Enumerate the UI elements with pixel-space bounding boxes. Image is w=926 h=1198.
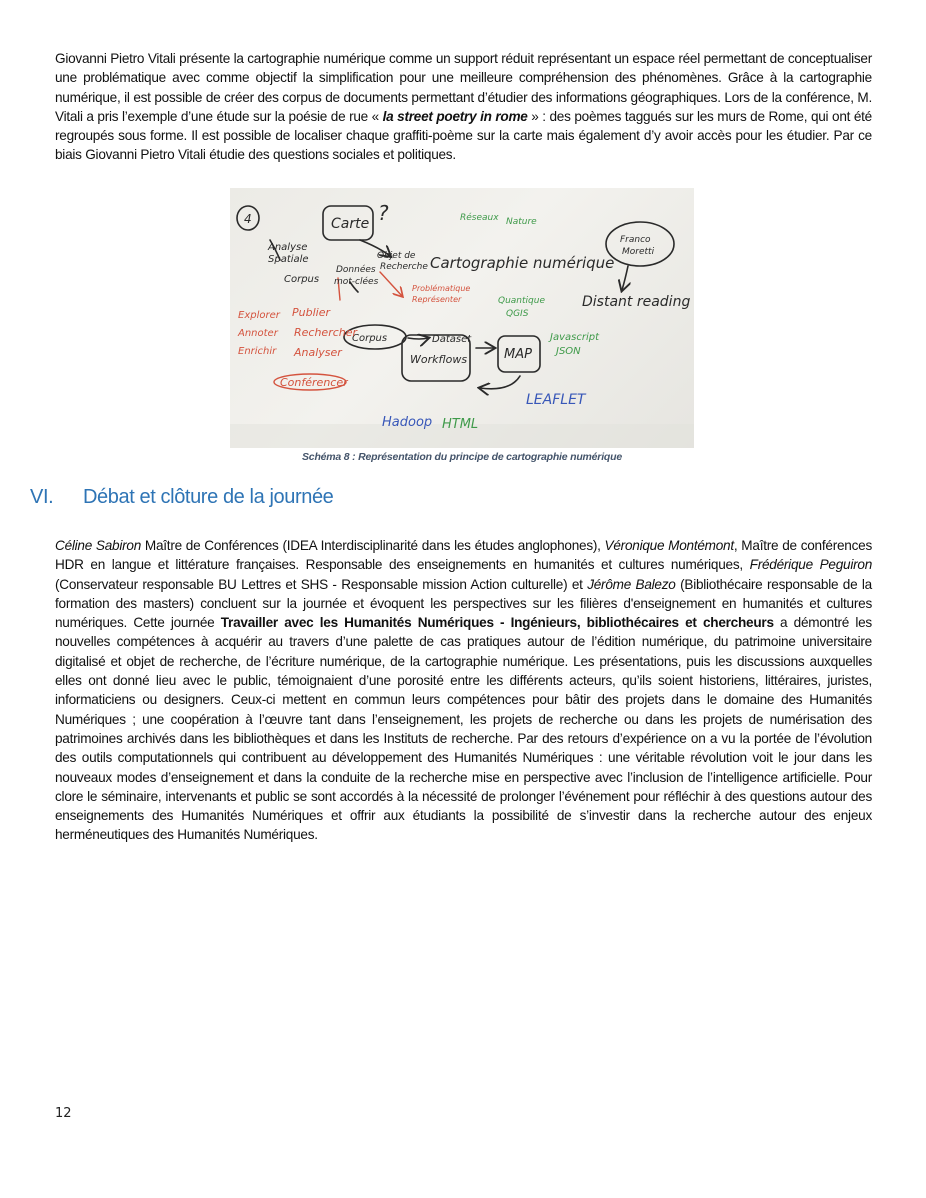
board-objet: Objet de (377, 251, 416, 261)
board-qgis: QGIS (506, 309, 529, 319)
whiteboard-photo (230, 188, 694, 448)
board-problematique: Problématique (412, 284, 471, 293)
board-leaflet: LEAFLET (526, 392, 586, 408)
board-moretti: Moretti (622, 247, 655, 257)
board-spatiale: Spatiale (268, 254, 309, 265)
board-reseau: Réseaux (460, 213, 499, 223)
section-heading (30, 486, 333, 509)
paragraph-text: (Bibliothécaire responsable de la formation des masters) concluent sur la journée et évoquent les perspectives sur les filières d'enseignement en humanités et cultures numériques. Cette journée (55, 576, 872, 631)
section-number: VI. (30, 486, 54, 508)
board-cartographie: Cartographie numérique (430, 254, 615, 272)
page-number: 12 (55, 1106, 72, 1121)
board-annoter: Annoter (238, 328, 278, 339)
section-title: Débat et clôture de la journée (83, 486, 334, 508)
board-recherche: Recherche (380, 262, 428, 272)
board-motclees: mot-clées (334, 277, 379, 287)
board-explorer: Explorer (238, 310, 280, 321)
paragraph-text: Maître de Conférences (IDEA Interdisciplinarité dans les études anglophones), (141, 538, 605, 553)
board-franco: Franco (620, 235, 651, 245)
paragraph-text: , Maître de conférences HDR en langue et littérature françaises. Responsable des enseignements en humanités et cultures numériques, (55, 538, 872, 573)
paragraph-vitali (55, 49, 872, 165)
event-title: Travailler avec les Humanités Numériques - Ingénieurs, bibliothécaires et chercheurs (220, 615, 774, 631)
board-analyse: Analyse (268, 242, 308, 253)
board-number: 4 (244, 212, 252, 226)
paragraph-closing (55, 536, 872, 845)
board-question: ? (378, 201, 389, 225)
board-conference: Conférencer (280, 376, 348, 389)
board-donnees: Données (336, 265, 376, 275)
board-rechercher: Rechercher (294, 326, 358, 339)
board-publier: Publier (292, 306, 330, 319)
board-map: MAP (504, 347, 532, 362)
board-json: JSON (556, 346, 581, 357)
person-name: Véronique Montémont (604, 538, 734, 553)
board-analyser: Analyser (294, 346, 342, 359)
board-workflows: Workflows (410, 353, 468, 366)
person-name: Frédérique Peguiron (749, 557, 873, 573)
person-name: Céline Sabiron (55, 538, 142, 553)
paragraph-text: » : des poèmes taggués sur les murs de Rome, qui ont été regroupés sous forme. Il est possible de localiser chaque graffiti-poème sur la carte mais également d’y avoir accès pour les étudier. Par ce biais Giovanni Pietro Vitali étudie des questions sociales et politiques. (55, 108, 872, 163)
board-html: HTML (442, 417, 479, 432)
figure-caption: Schéma 8 : Représentation du principe de cartographie numérique (302, 451, 622, 463)
person-name: Jérôme Balezo (587, 576, 676, 592)
board-corpus: Corpus (352, 333, 388, 344)
board-javascript: Javascript (550, 332, 599, 343)
paragraph-text: (Conservateur responsable BU Lettres et SHS - Responsable mission Action culturelle) et (55, 576, 588, 592)
paragraph-text: a démontré les nouvelles compétences à acquérir au travers d’une palette de cas pratiques autour de l’édition numérique, du patrimoine universitaire digitalisé et objet de recherche, de l’écriture numérique, de la cartographie numérique. Les présentations, puis les discussions auxquelles elles ont donné lieu avec le public, témoignaient d’une porosité entre les différents acteurs, qu’ils soient historiens, littéraires, juristes, informaticiens ou designers. Ceux-ci mettent en commun leurs compétences pour bâtir des projets dans le domaine des Humanités Numériques ; une coopération à l’œuvre tant dans l’enseignement, les projets de recherche ou dans les projets de numérisation des patrimoines archivés dans les bibliothèques et dans les Instituts de recherche. Par des retours d’expérience on a vu la portée de l’évolution des outils computationnels qui contribuent au développement des Humanités Numériques : une véritable révolution voit le jour dans les nouveaux modes d’enseignement et dans la conduite de la recherche mise en perspective avec l’inclusion de l’intelligence artificielle. Pour clore le séminaire, intervenants et public se sont accordés à la nécessité de prolonger l’événement pour réfléchir à des questions autour des enseignements des Humanités Numériques et offrir aux étudiants la possibilité de s’investir dans la recherche autour des enjeux herméneutiques des Humanités Numériques. (55, 615, 872, 843)
paragraph-text: Giovanni Pietro Vitali présente la cartographie numérique comme un support réduit représentant un espace réel permettant de conceptualiser une problématique avec comme objectif la simplification pour une meilleure compréhension des phénomènes. Grâce à la cartographie numérique, il est possible de créer des corpus de documents permettant d’étudier des informations géographiques. Lors de la conférence, M. Vitali a pris l’exemple d’une étude sur la poésie de rue « (55, 51, 872, 124)
emphasis-title: la street poetry in rome (382, 108, 528, 124)
board-enrichir: Enrichir (238, 346, 277, 357)
board-representer: Représenter (412, 295, 462, 304)
board-dataset: Dataset (432, 334, 472, 345)
whiteboard-drawing (230, 188, 694, 448)
board-nature: Nature (506, 217, 537, 227)
board-quantique: Quantique (498, 296, 545, 306)
board-carte: Carte (331, 216, 370, 232)
board-hadoop: Hadoop (382, 415, 433, 430)
board-corpus-top: Corpus (284, 274, 320, 285)
board-distant-reading: Distant reading (582, 294, 691, 310)
